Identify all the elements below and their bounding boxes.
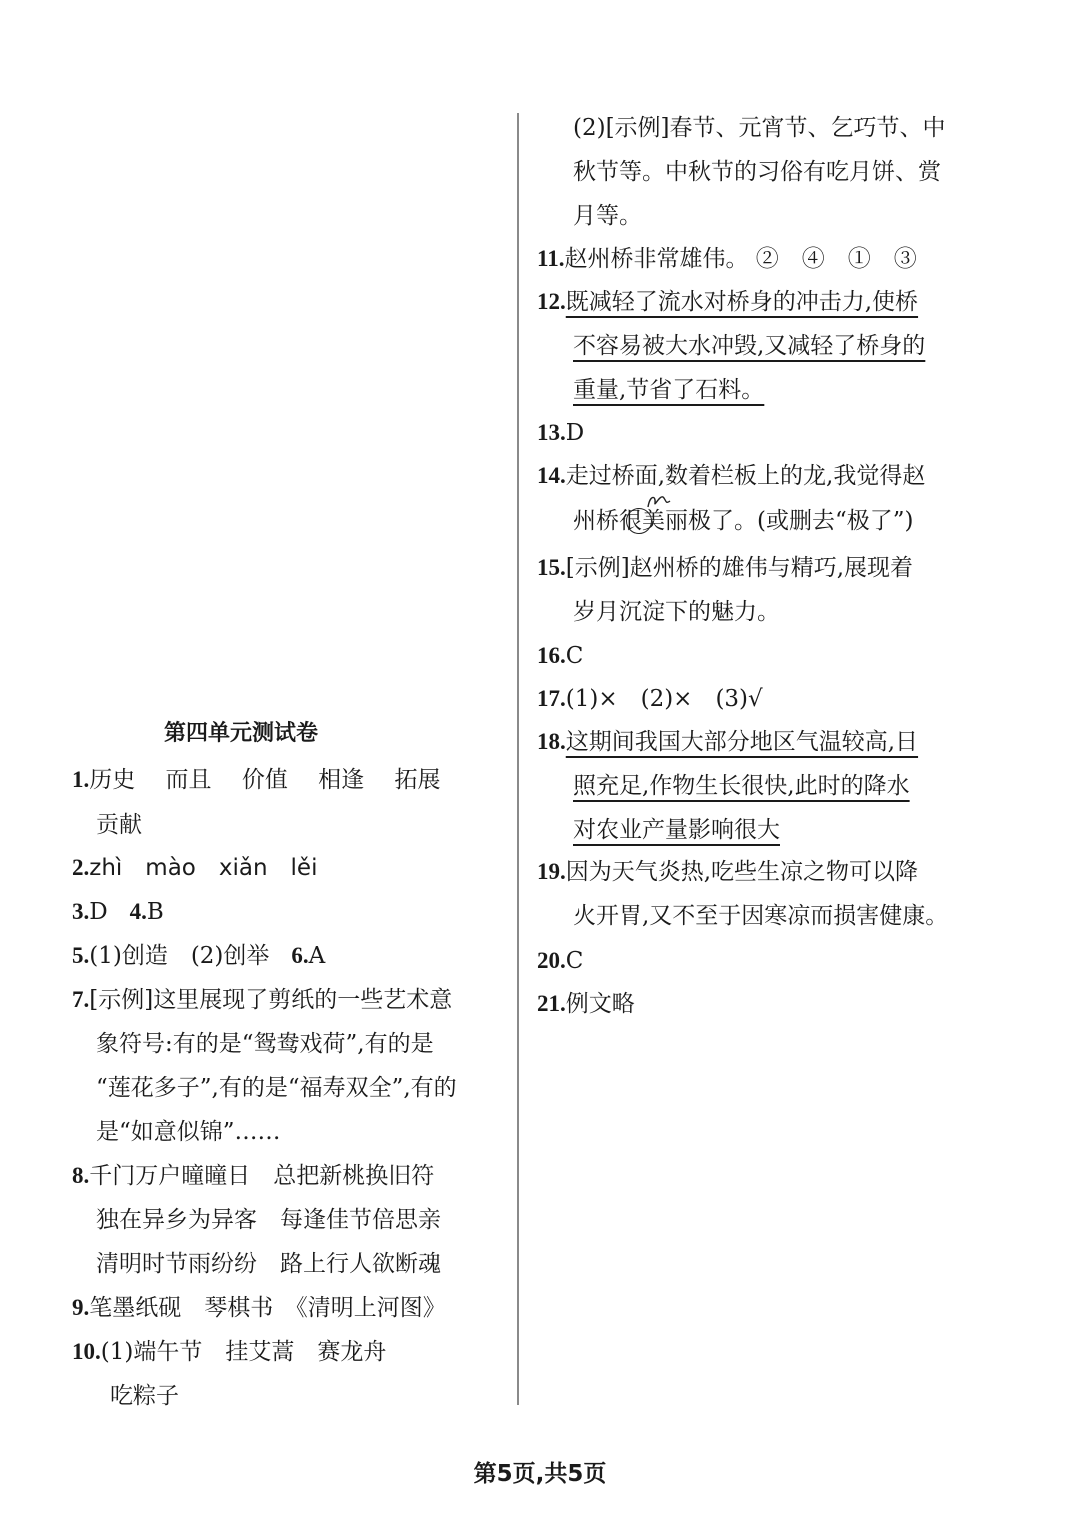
answer-text: (1)创造 (2)创举 xyxy=(89,943,270,969)
q-num: 20. xyxy=(537,948,566,973)
answer-text: (1)端午节 挂艾蒿 赛龙舟 xyxy=(100,1339,387,1365)
answer-18-cont: 对农业产量影响很大 xyxy=(573,817,780,843)
answer-text: 美丽极了。(或删去“极了”) xyxy=(642,508,914,534)
answer-text: C xyxy=(565,643,584,669)
answer-3-4 xyxy=(72,897,164,927)
q-num: 14. xyxy=(537,463,566,488)
q-num: 2. xyxy=(72,855,90,880)
answer-15-cont: 岁月沉淀下的魅力。 xyxy=(573,599,780,625)
answer-7 xyxy=(72,985,452,1015)
q-num: 4. xyxy=(129,899,147,924)
answer-7-cont: 是“如意似锦”…… xyxy=(96,1119,281,1145)
answer-10-2-cont: 月等。 xyxy=(573,203,642,229)
answer-15 xyxy=(537,553,913,583)
answer-text: A xyxy=(308,943,326,969)
circled-char: 很 xyxy=(619,508,642,534)
answer-text: 州桥 xyxy=(573,508,619,534)
answer-text: 这期间我国大部分地区气温较高,日 xyxy=(565,729,919,755)
answer-18 xyxy=(537,727,918,757)
answer-12 xyxy=(537,287,918,317)
answer-10-2: (2)[示例]春节、元宵节、乞巧节、中 xyxy=(573,115,946,141)
page-footer: 第5页,共5页 xyxy=(473,1461,607,1487)
circle-mark xyxy=(626,508,652,534)
answer-20 xyxy=(537,946,583,976)
q-num: 21. xyxy=(537,991,566,1016)
q-num: 12. xyxy=(537,289,566,314)
answer-1 xyxy=(72,765,441,795)
answer-text: 例文 xyxy=(565,991,612,1017)
q-num: 5. xyxy=(72,943,90,968)
answer-text: 因为天气炎热,吃些生凉之物可以降 xyxy=(565,859,919,885)
deletion-loop-mark xyxy=(646,493,672,509)
q-num: 3. xyxy=(72,899,90,924)
answer-text: 笔墨纸砚 琴棋书 《清明上河图》 xyxy=(89,1295,446,1321)
answer-21 xyxy=(537,989,635,1019)
q-num: 10. xyxy=(72,1339,101,1364)
q-num: 17. xyxy=(537,686,566,711)
answer-5-6 xyxy=(72,941,325,971)
answer-10 xyxy=(72,1337,386,1367)
answer-text: 千门万户曈曈日 总把新桃换旧符 xyxy=(89,1163,435,1189)
answer-7-cont: “莲花多子”,有的是“福寿双全”,有的 xyxy=(96,1075,457,1101)
answer-13 xyxy=(537,418,584,448)
answer-14 xyxy=(537,461,925,491)
answer-text: zhì mào xiǎn lěi xyxy=(89,855,318,881)
section-title: 第四单元测试卷 xyxy=(164,721,319,746)
answer-12-cont: 重量,节省了石料。 xyxy=(573,377,765,403)
answer-17 xyxy=(537,684,763,714)
q-num: 18. xyxy=(537,729,566,754)
q-num: 1. xyxy=(72,767,90,792)
answer-text: [示例]赵州桥的雄伟与精巧,展现着 xyxy=(565,555,914,581)
answer-text: 走过桥面,数着栏板上的龙,我觉得赵 xyxy=(565,463,926,489)
q-num: 16. xyxy=(537,643,566,668)
answer-16 xyxy=(537,641,583,671)
answer-text: C xyxy=(565,948,584,974)
answer-text: D xyxy=(565,420,585,446)
answer-text: [示例]这里展现了剪纸的一些艺术意 xyxy=(89,987,453,1013)
answer-19 xyxy=(537,857,918,887)
answer-18-cont: 照充足,作物生长很快,此时的降水 xyxy=(573,773,910,799)
answer-11 xyxy=(537,244,917,274)
answer-text: (1)× (2)× (3)√ xyxy=(565,686,763,712)
answer-10-cont: 吃粽子 xyxy=(110,1383,179,1409)
answer-19-cont: 火开胃,又不至于因寒凉而损害健康。 xyxy=(573,903,949,929)
answer-1-cont: 贡献 xyxy=(96,812,142,838)
answer-8-cont: 独在异乡为异客 每逢佳节倍思亲 xyxy=(96,1207,441,1233)
q-num: 11. xyxy=(537,246,565,271)
answer-12-cont: 不容易被大水冲毁,又减轻了桥身的 xyxy=(573,333,926,359)
q-num: 15. xyxy=(537,555,566,580)
answer-text: B xyxy=(146,899,164,925)
answer-text: D xyxy=(89,899,108,925)
answer-10-2-cont: 秋节等。中秋节的习俗有吃月饼、赏 xyxy=(573,159,941,185)
answer-7-cont: 象符号:有的是“鸳鸯戏荷”,有的是 xyxy=(96,1031,434,1057)
answer-text: 赵州桥非常雄伟。 ② ④ ① ③ xyxy=(564,246,917,272)
answer-text: 历史 而且 价值 相逢 拓展 xyxy=(89,767,441,793)
answer-8-cont: 清明时节雨纷纷 路上行人欲断魂 xyxy=(96,1251,441,1277)
q-num: 9. xyxy=(72,1295,90,1320)
q-num: 6. xyxy=(291,943,309,968)
q-num: 19. xyxy=(537,859,566,884)
answer-text: 既减轻了流水对桥身的冲击力,使桥 xyxy=(565,289,919,315)
answer-14-cont xyxy=(573,506,913,536)
answer-9 xyxy=(72,1293,446,1323)
answer-text: 略 xyxy=(611,991,635,1017)
q-num: 13. xyxy=(537,420,566,445)
column-divider xyxy=(517,113,519,1405)
q-num: 7. xyxy=(72,987,90,1012)
answer-8 xyxy=(72,1161,434,1191)
q-num: 8. xyxy=(72,1163,90,1188)
answer-2 xyxy=(72,853,317,883)
